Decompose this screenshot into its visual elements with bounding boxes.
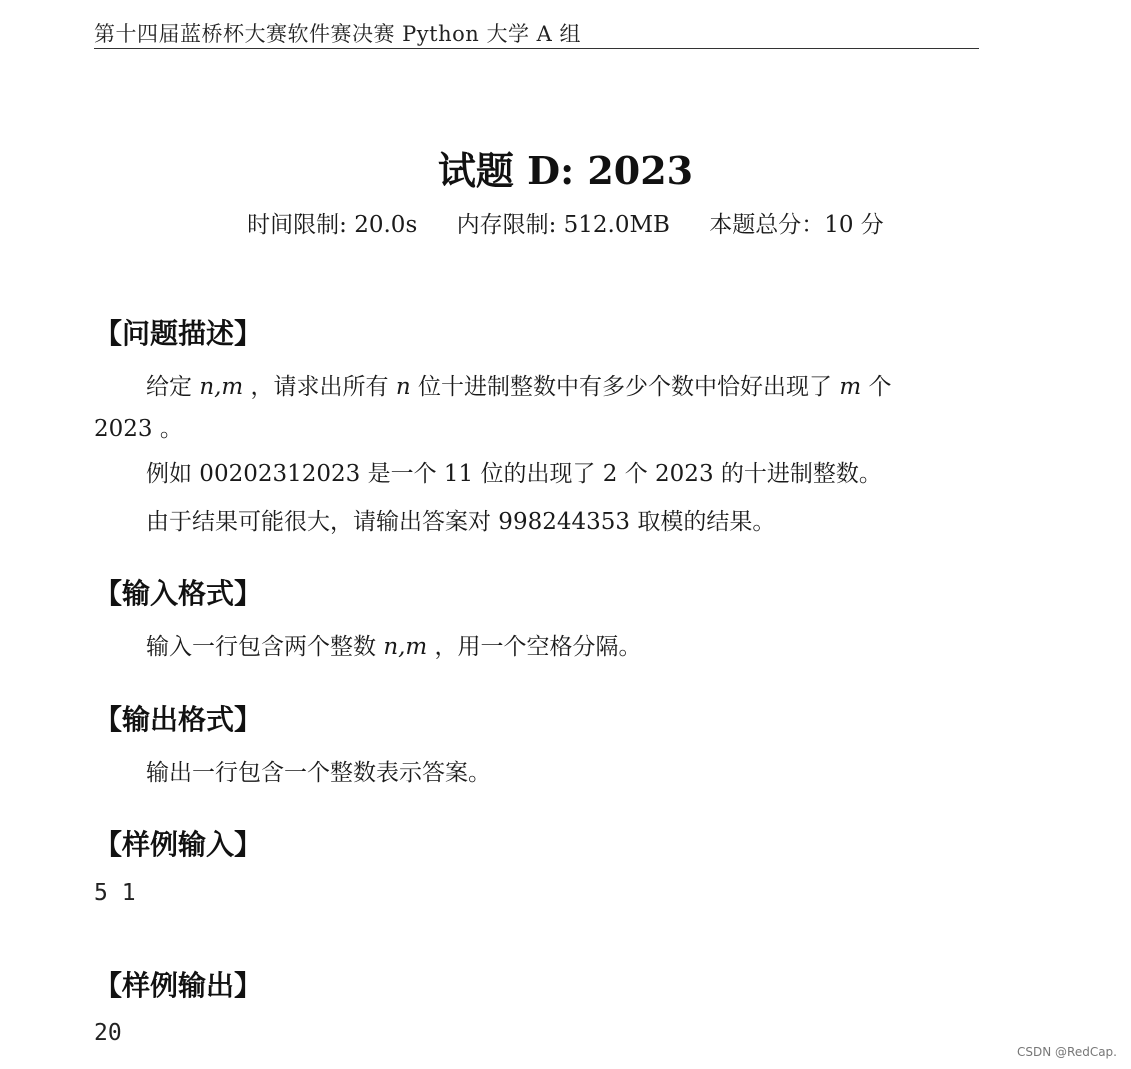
input-format-heading: 【输入格式】: [94, 577, 263, 610]
problem-limits: [0, 206, 1131, 239]
math-m: m: [839, 374, 862, 400]
description-paragraph-1: [146, 368, 891, 401]
sample-output-heading: 【样例输出】: [94, 969, 263, 1002]
math-n: n: [395, 374, 411, 400]
running-header: 第十四届蓝桥杯大赛软件赛决赛 Python 大学 A 组: [94, 22, 581, 46]
description-paragraph-2: 例如 00202312023 是一个 11 位的出现了 2 个 2023 的十进制整数。: [146, 461, 882, 487]
input-format-paragraph: [146, 628, 642, 661]
text-segment: ，请求出所有: [243, 374, 396, 400]
time-limit: 时间限制: 20.0s: [247, 212, 418, 238]
output-format-heading: 【输出格式】: [94, 703, 263, 736]
sample-output-value: 20: [94, 1020, 122, 1046]
problem-title: 试题 D: 2023: [437, 148, 694, 193]
output-format-paragraph: 输出一行包含一个整数表示答案。: [146, 760, 491, 786]
sample-input-heading: 【样例输入】: [94, 828, 263, 861]
math-vars: n,m: [199, 374, 244, 400]
text-segment: 给定: [146, 374, 200, 400]
header-rule: [94, 48, 979, 49]
sample-input-value: 5 1: [94, 880, 136, 906]
total-score: 本题总分：10 分: [709, 212, 884, 238]
description-paragraph-3: 由于结果可能很大，请输出答案对 998244353 取模的结果。: [146, 509, 776, 535]
description-heading: 【问题描述】: [94, 317, 263, 350]
text-segment: ，用一个空格分隔。: [427, 634, 642, 660]
math-vars: n,m: [383, 634, 428, 660]
text-segment: 个: [861, 374, 892, 400]
text-segment: 输入一行包含两个整数: [146, 634, 384, 660]
text-segment: 位十进制整数中有多少个数中恰好出现了: [410, 374, 840, 400]
watermark: CSDN @RedCap.: [1017, 1045, 1117, 1059]
description-paragraph-1-wrap: 2023 。: [94, 416, 183, 442]
memory-limit: 内存限制: 512.0MB: [456, 212, 670, 238]
